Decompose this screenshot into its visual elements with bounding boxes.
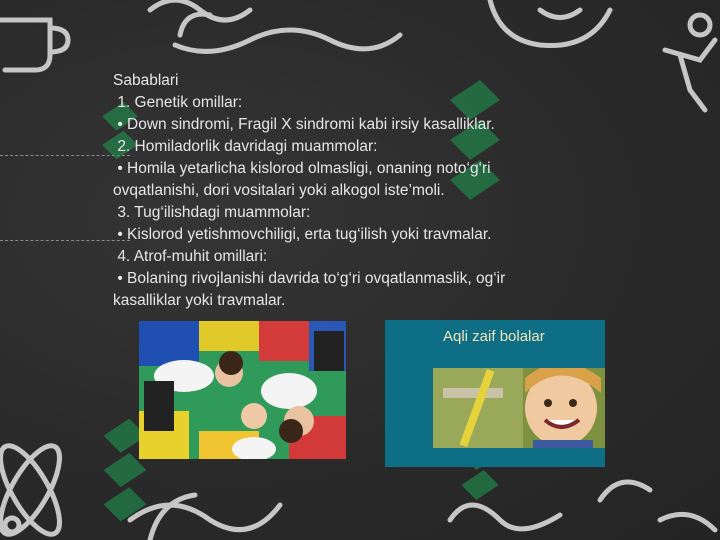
text-line: 4. Atrof-muhit omillari:: [113, 248, 268, 265]
text-line: • Homila yetarlicha kislorod olmasligi, onaning noto‘g‘ri: [113, 160, 491, 177]
text-line: • Bolaning rivojlanishi davrida to‘g‘ri ovqatlanmaslik, og‘ir: [113, 270, 506, 287]
text-line: 3. Tug‘ilishdagi muammolar:: [113, 204, 311, 221]
card-title: Aqli zaif bolalar: [443, 328, 545, 345]
text-line: kasalliklar yoki travmalar.: [113, 292, 286, 309]
info-card: [385, 320, 605, 467]
text-line: 2. Homiladorlik davridagi muammolar:: [113, 138, 378, 155]
text-line: • Down sindromi, Fragil X sindromi kabi irsiy kasalliklar.: [113, 116, 495, 133]
cup-doodle: [0, 20, 50, 70]
causes-text: [113, 70, 583, 312]
text-line: • Kislorod yetishmovchiligi, erta tug‘ilish yoki travmalar.: [113, 226, 492, 243]
dashed-divider: [0, 240, 130, 241]
text-line: 1. Genetik omillar:: [113, 94, 243, 111]
text-line: ovqatlanishi, dori vositalari yoki alkogol iste’moli.: [113, 182, 445, 199]
slide-heading: Sabablari: [113, 72, 179, 89]
children-on-mat-photo: [139, 321, 346, 459]
smiling-child-photo: [433, 368, 605, 448]
